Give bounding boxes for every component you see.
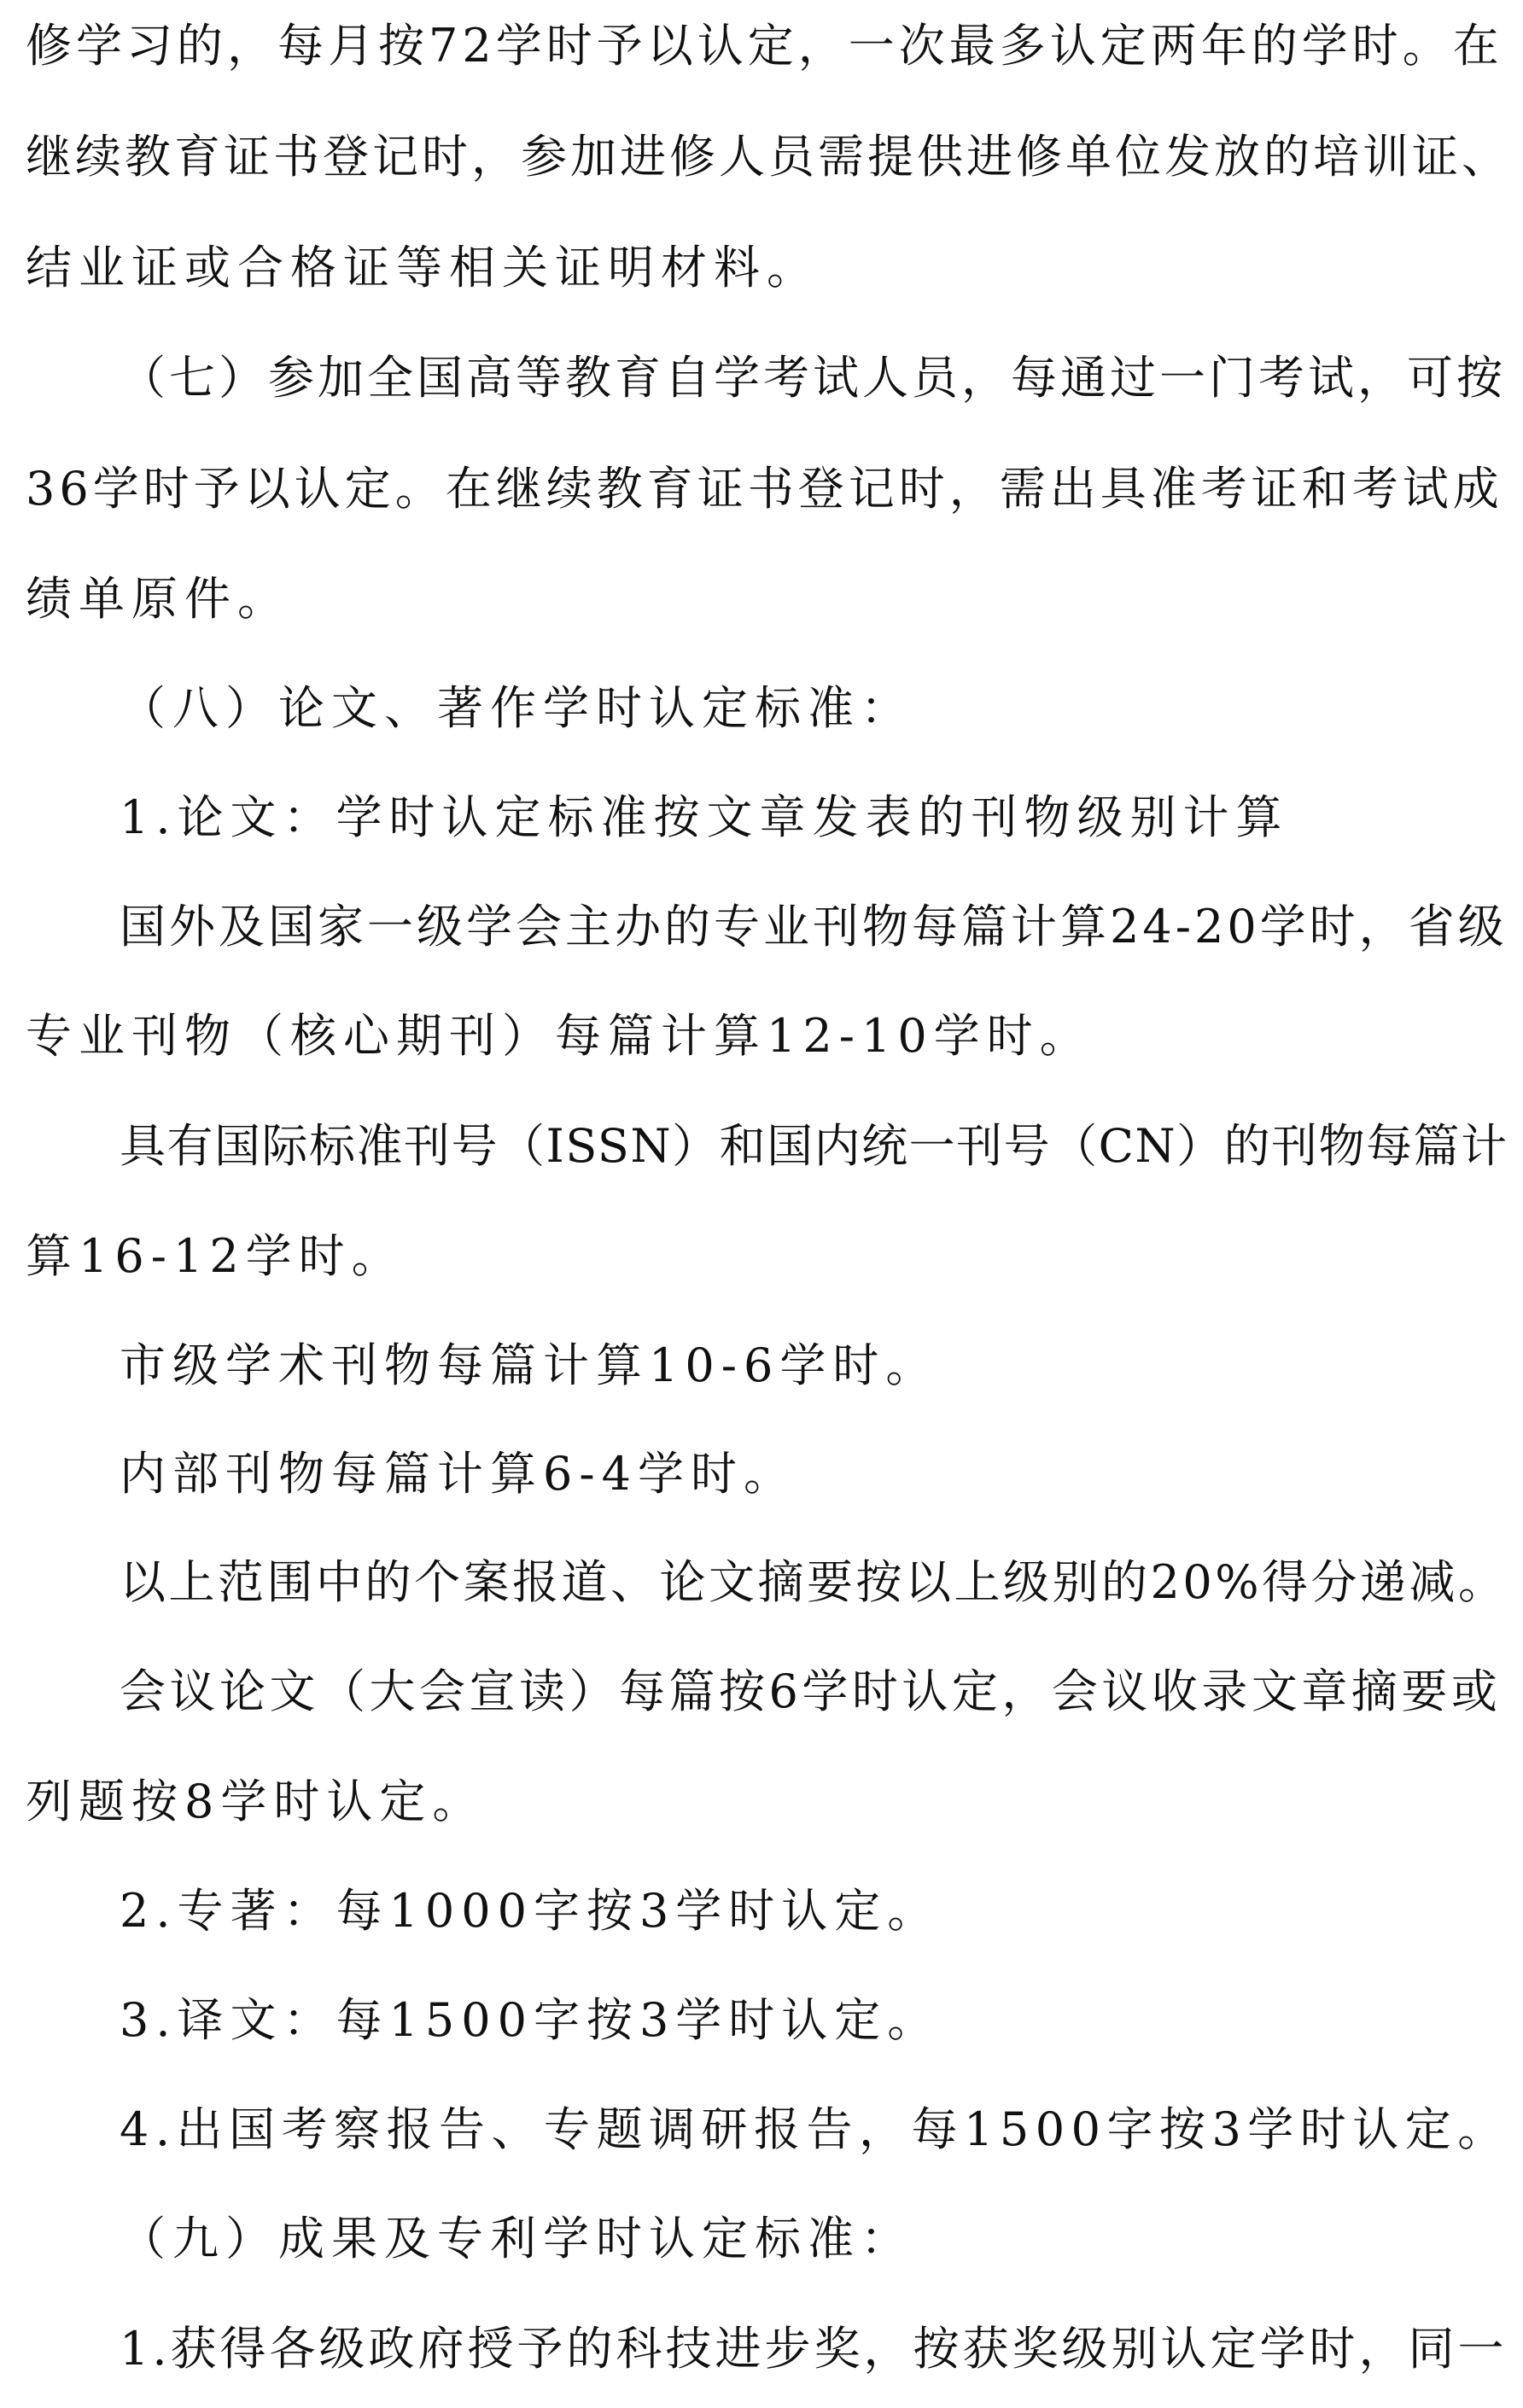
text-line: 结业证或合格证等相关证明材料。 — [26, 241, 820, 294]
text-line: 会议论文（大会宣读）每篇按6学时认定，会议收录文章摘要或 — [120, 1665, 1502, 1718]
list-item: 1.获得各级政府授予的科技进步奖，按获奖级别认定学时，同一 — [120, 2322, 1508, 2376]
list-item: 1.论文：学时认定标准按文章发表的刊物级别计算 — [120, 790, 1289, 844]
text-line: 内部刊物每篇计算6-4学时。 — [120, 1447, 797, 1501]
text-line: 专业刊物（核心期刊）每篇计算12-10学时。 — [26, 1009, 1093, 1063]
text-line: 绩单原件。 — [26, 572, 290, 626]
text-line: 继续教育证书登记时，参加进修人员需提供进修单位发放的培训证、 — [26, 130, 1511, 184]
text-line: 36学时予以认定。在继续教育证书登记时，需出具准考证和考试成 — [26, 462, 1503, 516]
section-heading: （七）参加全国高等教育自学考试人员，每通过一门考试，可按 — [120, 351, 1506, 405]
text-line: 列题按8学时认定。 — [26, 1775, 486, 1828]
list-item: 2.专著：每1000字按3学时认定。 — [120, 1884, 941, 1938]
section-heading: （九）成果及专利学时认定标准： — [120, 2212, 913, 2265]
text-line: 算16-12学时。 — [26, 1229, 405, 1283]
text-line: 市级学术刊物每篇计算10-6学时。 — [120, 1338, 939, 1392]
list-item: 3.译文：每1500字按3学时认定。 — [120, 1993, 941, 2047]
section-heading: （八）论文、著作学时认定标准： — [120, 681, 913, 735]
text-line: 国外及国家一级学会主办的专业刊物每篇计算24-20学时，省级 — [120, 900, 1508, 953]
list-item: 4.出国考察报告、专题调研报告，每1500字按3学时认定。 — [120, 2102, 1510, 2156]
text-line: 具有国际标准刊号（ISSN）和国内统一刊号（CN）的刊物每篇计 — [120, 1119, 1508, 1173]
text-line: 以上范围中的个案报道、论文摘要按以上级别的20%得分递减。 — [120, 1555, 1508, 1609]
text-line: 修学习的，每月按72学时予以认定，一次最多认定两年的学时。在 — [26, 19, 1503, 73]
